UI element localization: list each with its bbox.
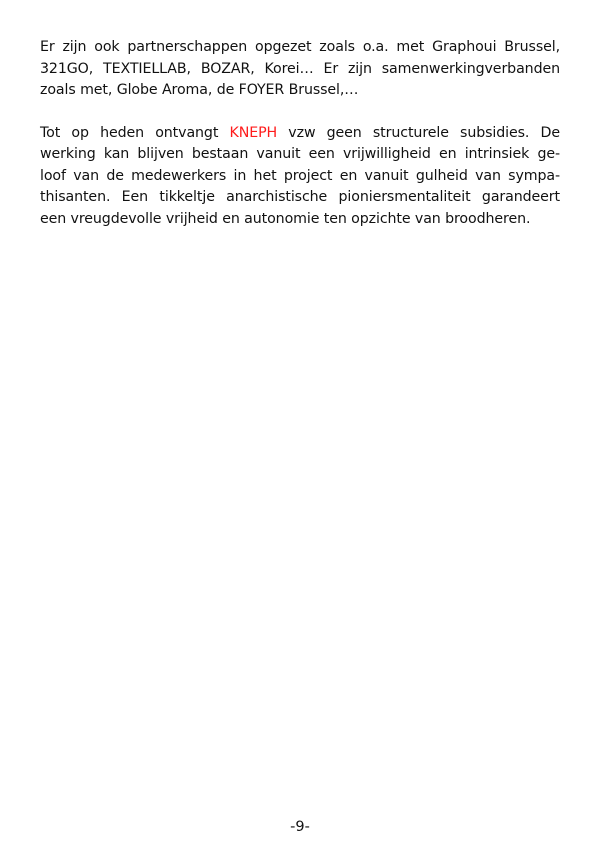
text-line: werking kan blijven bestaan vanuit een vrijwilligheid en intrinsiek ge- <box>40 146 560 162</box>
text-segment: vzw geen structurele subsidies. De <box>277 124 560 141</box>
text-line: loof van de medewerkers in het project en vanuit gulheid van sympa- <box>40 167 560 184</box>
text-line: thisanten. Een tikkeltje anarchistische pioniersmentaliteit garandeert <box>40 189 560 205</box>
text-line: zoals met, Globe Aroma, de FOYER Brussel,… <box>40 82 359 98</box>
page-number: -9- <box>290 819 310 835</box>
text-line: een vreugdevolle vrijheid en autonomie ten opzichte van broodheren. <box>40 210 531 227</box>
paragraph-partnerships <box>40 37 560 102</box>
text-segment: Tot op heden ontvangt <box>40 124 230 141</box>
kneph-highlight: KNEPH <box>229 124 278 141</box>
text-line: Er zijn ook partnerschappen opgezet zoals o.a. met Graphoui Brussel, <box>40 39 560 55</box>
text-line <box>40 123 560 145</box>
text-line: 321GO, TEXTIELLAB, BOZAR, Korei… Er zijn samenwerkingverbanden <box>40 60 560 77</box>
page-content <box>40 37 560 251</box>
paragraph-subsidies <box>40 123 560 231</box>
